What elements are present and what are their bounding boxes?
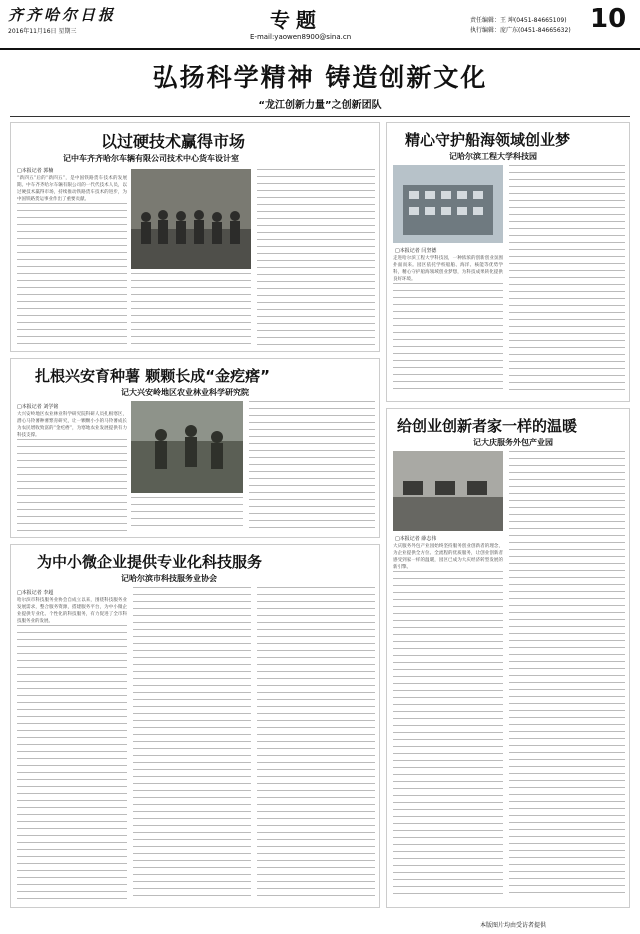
office-photo xyxy=(393,451,503,531)
article-daqing-outsourcing xyxy=(386,408,630,908)
article-subtitle: 记大兴安岭地区农业林业科学研究院 xyxy=(121,388,249,397)
article-byline: □本报记者 李超 xyxy=(17,590,54,596)
article-text-lines xyxy=(509,451,625,899)
headline-rule xyxy=(10,116,630,117)
article-title: 以过硬技术赢得市场 xyxy=(101,132,246,151)
article-text-lines xyxy=(17,625,127,901)
issue-date: 2016年11月16日 星期三 xyxy=(8,28,77,35)
article-text-lines xyxy=(393,283,503,395)
newspaper-logo: 齐齐哈尔日报 xyxy=(8,6,117,24)
article-subtitle: 记中车齐齐哈尔车辆有限公司技术中心货车设计室 xyxy=(63,154,239,163)
article-text-lines xyxy=(509,165,625,395)
article-harbin-eng-park xyxy=(386,122,630,402)
article-rail-freight xyxy=(10,122,380,352)
article-byline: □本报记者 薛志伟 xyxy=(395,536,437,542)
park-building-photo xyxy=(393,165,503,243)
article-subtitle: 记哈尔滨市科技服务业协会 xyxy=(121,574,217,583)
article-body: “新四五”后的“新四五”，是中国铁路货车技术的发展期。中车齐齐哈尔车辆有限公司的一代代技术人员，以过硬技术赢得市场，持续推动铁路货车技术的进步，为中国铁路货运事业作出了重要贡献。 xyxy=(17,176,127,202)
photo-credit: 本版图片均由受访者提供 xyxy=(480,922,547,929)
article-potato-seed xyxy=(10,358,380,538)
article-title: 给创业创新者家一样的温暖 xyxy=(397,417,578,435)
article-body: 哈尔滨市科技服务业协会自成立以来，围绕科技服务业发展需求，整合服务资源，搭建服务平台，为中小微企业提供专业化、个性化的科技服务，有力促进了全市科技服务业的发展。 xyxy=(17,598,127,624)
article-body: 大庆服务外包产业园始终坚持服务创业创新者的理念，为企业提供全方位、全流程的优质服务，让创业创新者感受到家一样的温暖，园区已成为大庆经济转型发展的新引擎。 xyxy=(393,544,503,570)
art-editor-line: 执行编辑：庞广东(0451-84665632) xyxy=(470,27,571,34)
article-text-lines xyxy=(131,273,251,347)
article-text-lines xyxy=(133,587,251,901)
editor-line: 责任编辑：王 坤(0451-84665109) xyxy=(470,17,567,24)
masthead xyxy=(0,0,640,50)
article-byline: □本报记者 闫坚德 xyxy=(395,248,437,254)
article-body: 走进哈尔滨工程大学科技园，一种浓浓的创新创业氛围扑面而来。园区依托学校船舶、海洋、核能等优势学科，精心守护船海领域创业梦想，为科技成果转化提供良好环境。 xyxy=(393,256,503,282)
article-subtitle: 记哈尔滨工程大学科技园 xyxy=(449,152,537,161)
article-text-lines xyxy=(257,169,375,347)
article-text-lines xyxy=(249,401,375,531)
page-number: 10 xyxy=(590,4,627,34)
article-subtitle: 记大庆服务外包产业园 xyxy=(473,438,553,447)
article-text-lines xyxy=(17,439,127,531)
editor-info xyxy=(470,16,571,36)
article-title: 精心守护船海领域创业梦 xyxy=(405,131,571,149)
article-text-lines xyxy=(257,587,375,901)
contact-email: E-mail:yaowen8900@sina.cn xyxy=(250,33,352,41)
article-byline: □本报记者 郭楠 xyxy=(17,168,54,174)
article-text-lines xyxy=(131,497,243,531)
article-body: 大兴安岭地区农业林业科学研究院科研人员扎根寒区，潜心马铃薯种薯繁育研究，让一颗颗小小的马铃薯成长为农民增收致富的“金疙瘩”，为寒地农业发展提供有力科技支撑。 xyxy=(17,412,127,438)
article-byline: □本报记者 刘学铭 xyxy=(17,404,59,410)
article-title: 扎根兴安育种薯 颗颗长成“金疙瘩” xyxy=(35,367,270,385)
field-photo xyxy=(131,401,243,493)
page-subheadline: “龙江创新力量”之创新团队 xyxy=(258,100,382,111)
team-photo xyxy=(131,169,251,269)
article-title: 为中小微企业提供专业化科技服务 xyxy=(37,553,263,571)
section-title: 专题 xyxy=(270,8,322,32)
article-tech-services xyxy=(10,544,380,908)
article-text-lines xyxy=(17,203,127,345)
article-text-lines xyxy=(393,571,503,899)
page-headline: 弘扬科学精神 铸造创新文化 xyxy=(152,63,488,92)
